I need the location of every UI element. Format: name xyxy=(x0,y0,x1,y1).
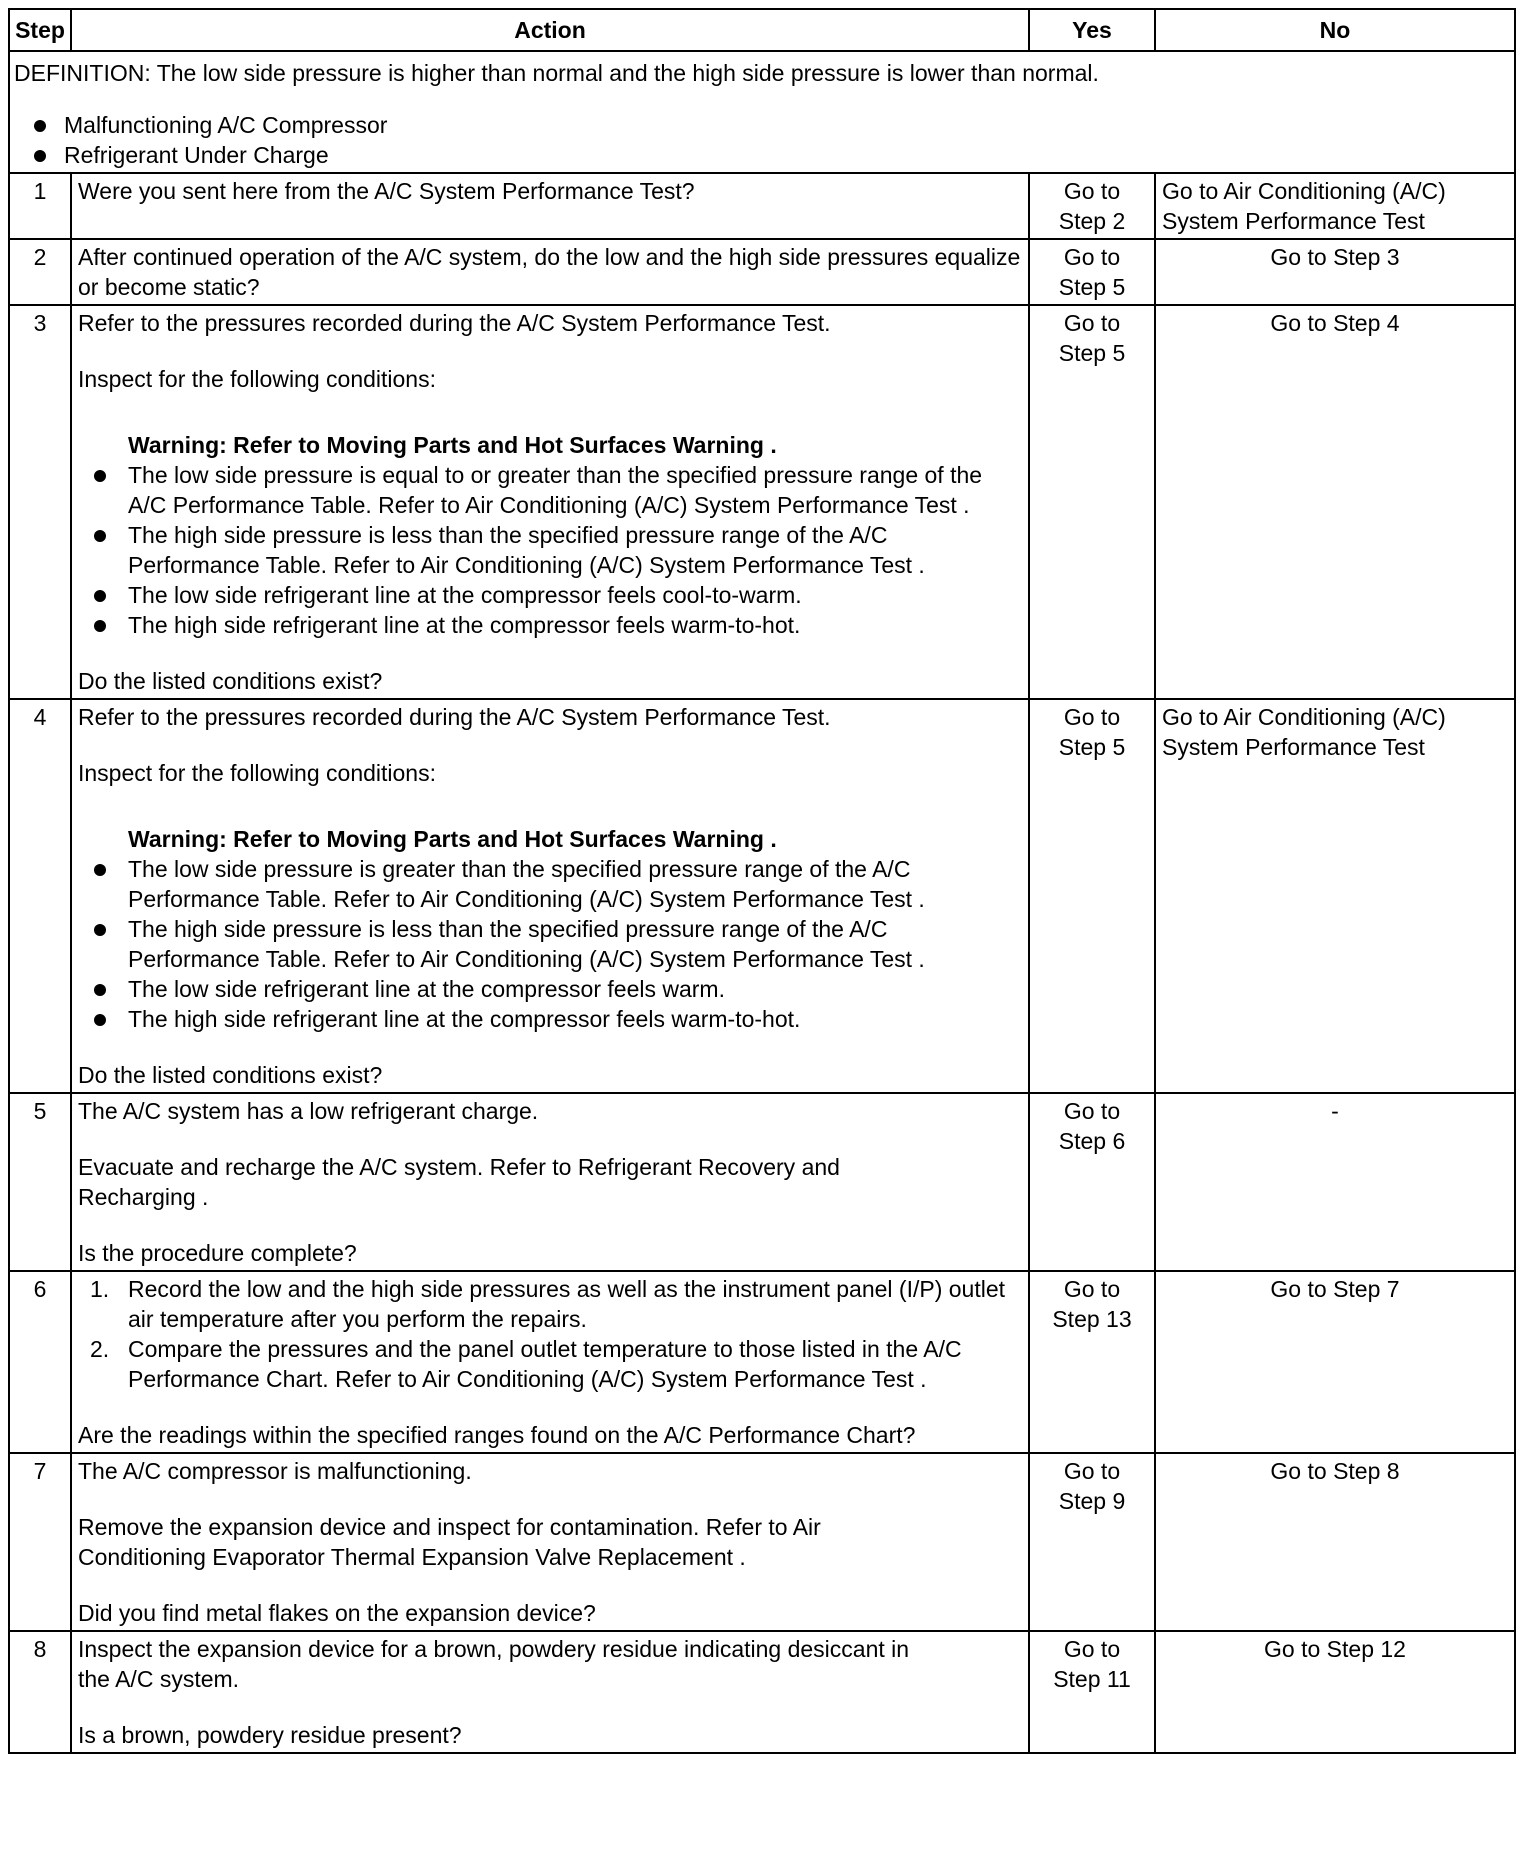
step-inspect: Inspect for the following conditions: xyxy=(78,760,436,786)
step-question: Do the listed conditions exist? xyxy=(78,1062,383,1088)
step-no xyxy=(1155,173,1515,239)
yes-line: Step 2 xyxy=(1058,208,1126,234)
yes-line: Step 11 xyxy=(1053,1666,1131,1692)
procedure-item xyxy=(78,1334,1022,1394)
yes-line: Go to xyxy=(1063,310,1121,336)
procedure-number: 1. xyxy=(90,1276,110,1302)
yes-line: Go to xyxy=(1063,1458,1121,1484)
yes-line: Go to xyxy=(1063,244,1121,270)
yes-line: Go to xyxy=(1063,704,1121,730)
procedure-text: Compare the pressures and the panel outlet temperature to those listed in the A/C Performance Chart. Refer to Air Conditioning (A/C) System Performance Test . xyxy=(128,1336,962,1392)
header-yes: Yes xyxy=(1029,9,1155,51)
yes-line: Step 13 xyxy=(1052,1306,1132,1332)
condition-item: The low side pressure is equal to or greater than the specified pressure range of the A/C Performance Table. Refer to Air Conditioning (A/C) System Performance Test . xyxy=(78,460,1022,520)
step-action xyxy=(71,173,1029,239)
condition-item: The high side pressure is less than the specified pressure range of the A/C Performance Table. Refer to Air Conditioning (A/C) System Performance Test . xyxy=(78,520,1022,580)
condition-item: The high side pressure is less than the specified pressure range of the A/C Performance Table. Refer to Air Conditioning (A/C) System Performance Test . xyxy=(78,914,1022,974)
step-no: Go to Step 12 xyxy=(1155,1631,1515,1753)
yes-line: Go to xyxy=(1063,1636,1121,1662)
header-no: No xyxy=(1155,9,1515,51)
step-yes xyxy=(1029,173,1155,239)
step-number: 2 xyxy=(9,239,71,305)
step-row-8 xyxy=(9,1631,1515,1753)
no-line: Go to Air Conditioning (A/C) xyxy=(1162,178,1446,204)
step-intro: The A/C system has a low refrigerant charge. xyxy=(78,1098,539,1124)
step-intro: The A/C compressor is malfunctioning. xyxy=(78,1458,472,1484)
step-number: 7 xyxy=(9,1453,71,1631)
definition-bullet: Refrigerant Under Charge xyxy=(14,140,1508,170)
yes-line: Step 6 xyxy=(1058,1128,1126,1154)
step-yes xyxy=(1029,1453,1155,1631)
step-number: 6 xyxy=(9,1271,71,1453)
step-question: Is the procedure complete? xyxy=(78,1240,357,1266)
step-row-4 xyxy=(9,699,1515,1093)
step-row-5 xyxy=(9,1093,1515,1271)
step-intro: Inspect the expansion device for a brown, powdery residue indicating desiccant in the A/C system. xyxy=(78,1636,910,1692)
yes-line: Step 5 xyxy=(1058,340,1126,366)
step-number: 1 xyxy=(9,173,71,239)
step-action xyxy=(71,699,1029,1093)
step-row-1 xyxy=(9,173,1515,239)
yes-line: Go to xyxy=(1063,178,1121,204)
header-row xyxy=(9,9,1515,51)
step-row-3 xyxy=(9,305,1515,699)
diagnostic-table xyxy=(8,8,1516,1754)
condition-list xyxy=(78,854,1022,1034)
step-yes xyxy=(1029,305,1155,699)
step-number: 8 xyxy=(9,1631,71,1753)
no-line: System Performance Test xyxy=(1162,208,1425,234)
header-step: Step xyxy=(9,9,71,51)
step-action xyxy=(71,1631,1029,1753)
step-yes xyxy=(1029,239,1155,305)
step-question: Do the listed conditions exist? xyxy=(78,668,383,694)
yes-line: Go to xyxy=(1063,1098,1121,1124)
definition-text: DEFINITION: The low side pressure is higher than normal and the high side pressure is lower than normal. xyxy=(14,60,1099,86)
step-inspect: Inspect for the following conditions: xyxy=(78,366,436,392)
step-action xyxy=(71,1453,1029,1631)
step-intro: Refer to the pressures recorded during the A/C System Performance Test. xyxy=(78,310,831,336)
step-row-2 xyxy=(9,239,1515,305)
yes-line: Step 5 xyxy=(1058,274,1126,300)
procedure-text: Record the low and the high side pressures as well as the instrument panel (I/P) outlet air temperature after you perform the repairs. xyxy=(128,1276,1006,1332)
definition-bullets xyxy=(14,110,1508,170)
definition-cell xyxy=(9,51,1515,173)
step-action xyxy=(71,1271,1029,1453)
step-procedure: Evacuate and recharge the A/C system. Refer to Refrigerant Recovery and Recharging . xyxy=(78,1154,840,1210)
definition-row xyxy=(9,51,1515,173)
condition-item: The low side refrigerant line at the compressor feels cool-to-warm. xyxy=(78,580,1022,610)
step-question: Is a brown, powdery residue present? xyxy=(78,1722,462,1748)
step-number: 5 xyxy=(9,1093,71,1271)
step-yes xyxy=(1029,699,1155,1093)
step-action xyxy=(71,305,1029,699)
step-number: 4 xyxy=(9,699,71,1093)
procedure-number: 2. xyxy=(90,1336,110,1362)
step-yes xyxy=(1029,1271,1155,1453)
yes-line: Step 9 xyxy=(1058,1488,1126,1514)
procedure-list xyxy=(78,1274,1022,1394)
step-no: Go to Step 3 xyxy=(1155,239,1515,305)
step-no: Go to Step 4 xyxy=(1155,305,1515,699)
yes-line: Step 5 xyxy=(1058,734,1126,760)
step-question: Did you find metal flakes on the expansion device? xyxy=(78,1600,596,1626)
step-warning: Warning: Refer to Moving Parts and Hot Surfaces Warning . xyxy=(128,826,777,852)
condition-item: The low side refrigerant line at the compressor feels warm. xyxy=(78,974,1022,1004)
step-no: - xyxy=(1155,1093,1515,1271)
procedure-item xyxy=(78,1274,1022,1334)
yes-line: Go to xyxy=(1063,1276,1121,1302)
condition-item: The low side pressure is greater than the specified pressure range of the A/C Performance Table. Refer to Air Conditioning (A/C) System Performance Test . xyxy=(78,854,1022,914)
condition-item: The high side refrigerant line at the compressor feels warm-to-hot. xyxy=(78,1004,1022,1034)
step-action xyxy=(71,239,1029,305)
no-line: Go to Air Conditioning (A/C) xyxy=(1162,704,1446,730)
no-line: System Performance Test xyxy=(1162,734,1425,760)
step-no: Go to Step 7 xyxy=(1155,1271,1515,1453)
header-action: Action xyxy=(71,9,1029,51)
step-question: After continued operation of the A/C system, do the low and the high side pressures equalize or become static? xyxy=(78,244,1021,300)
definition-bullet: Malfunctioning A/C Compressor xyxy=(14,110,1508,140)
step-action xyxy=(71,1093,1029,1271)
step-number: 3 xyxy=(9,305,71,699)
step-row-7 xyxy=(9,1453,1515,1631)
step-yes xyxy=(1029,1093,1155,1271)
condition-item: The high side refrigerant line at the compressor feels warm-to-hot. xyxy=(78,610,1022,640)
step-question: Are the readings within the specified ranges found on the A/C Performance Chart? xyxy=(78,1422,916,1448)
condition-list xyxy=(78,460,1022,640)
step-procedure: Remove the expansion device and inspect for contamination. Refer to Air Conditioning Evaporator Thermal Expansion Valve Replacement . xyxy=(78,1514,821,1570)
step-row-6 xyxy=(9,1271,1515,1453)
step-no: Go to Step 8 xyxy=(1155,1453,1515,1631)
step-warning: Warning: Refer to Moving Parts and Hot Surfaces Warning . xyxy=(128,432,777,458)
step-question: Were you sent here from the A/C System Performance Test? xyxy=(78,178,695,204)
step-no xyxy=(1155,699,1515,1093)
step-intro: Refer to the pressures recorded during the A/C System Performance Test. xyxy=(78,704,831,730)
step-yes xyxy=(1029,1631,1155,1753)
